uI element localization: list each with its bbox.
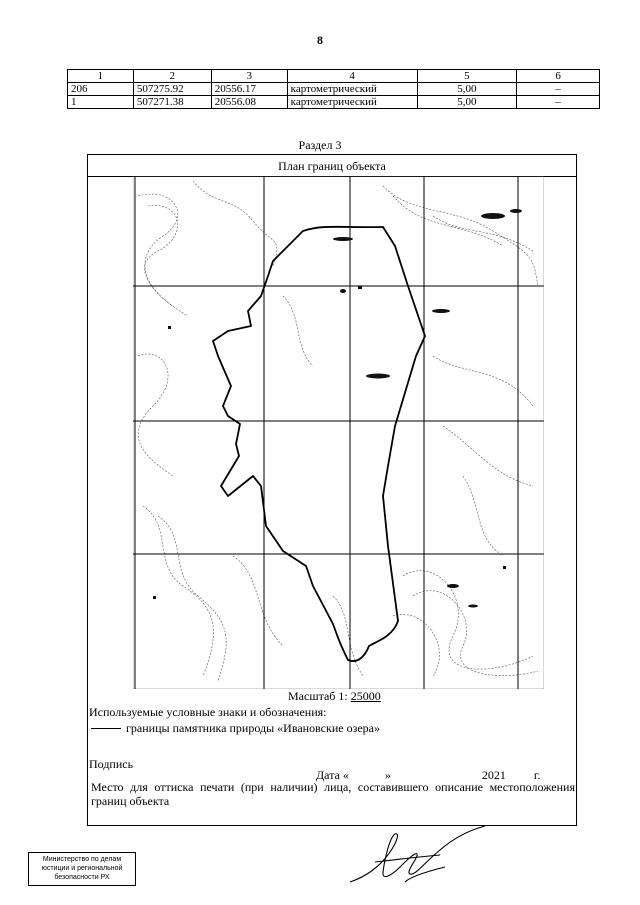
- y-coordinate-cell: 20556.17: [211, 83, 287, 96]
- signature-label: Подпись: [89, 757, 134, 771]
- table-header-row: [68, 70, 600, 83]
- section-title: Раздел 3: [298, 138, 342, 152]
- handwritten-signature: [345, 822, 490, 892]
- method-cell: картометрический: [287, 83, 417, 96]
- legend-title: Используемые условные знаки и обозначения:: [89, 705, 327, 719]
- description-cell: –: [517, 83, 600, 96]
- point-number-cell: 206: [68, 83, 134, 96]
- map-grid: [133, 176, 544, 689]
- date-prefix: Дата «: [316, 768, 349, 782]
- registration-stamp: Министерство по делам юстиции и региональной безопасности РХ: [28, 852, 136, 886]
- x-coordinate-cell: 507271.38: [133, 96, 211, 109]
- date-close-quote: »: [384, 768, 391, 782]
- stamp-place-text: Место для оттиска печати (при наличии) лица, составившего описание местоположения границ объекта: [91, 780, 575, 808]
- method-cell: картометрический: [287, 96, 417, 109]
- table-header-cell: 4: [287, 70, 417, 83]
- table-header-cell: 6: [517, 70, 600, 83]
- date-year: 2021: [481, 768, 506, 782]
- table-header-cell: 3: [211, 70, 287, 83]
- scale-value: 25000: [350, 689, 381, 703]
- coordinates-table: [67, 69, 600, 109]
- accuracy-cell: 5,00: [417, 96, 517, 109]
- y-coordinate-cell: 20556.08: [211, 96, 287, 109]
- table-row: [68, 83, 600, 96]
- scale-prefix: Масштаб 1:: [288, 689, 348, 703]
- x-coordinate-cell: 507275.92: [133, 83, 211, 96]
- map-features: [153, 209, 522, 608]
- page-number: 8: [317, 33, 323, 47]
- legend-item-label: границы памятника природы «Ивановские озера»: [126, 721, 380, 735]
- table-header-cell: 1: [68, 70, 134, 83]
- point-number-cell: 1: [68, 96, 134, 109]
- topographic-map: [133, 176, 544, 689]
- accuracy-cell: 5,00: [417, 83, 517, 96]
- date-suffix: г.: [533, 768, 541, 782]
- boundary-line-symbol: [91, 728, 121, 729]
- table-header-cell: 5: [417, 70, 517, 83]
- map-scale: [288, 689, 381, 704]
- boundary-line: [213, 227, 425, 661]
- table-row: [68, 96, 600, 109]
- description-cell: –: [517, 96, 600, 109]
- table-header-cell: 2: [133, 70, 211, 83]
- plan-title: План границ объекта: [88, 155, 576, 177]
- legend-item-boundary: [91, 721, 380, 736]
